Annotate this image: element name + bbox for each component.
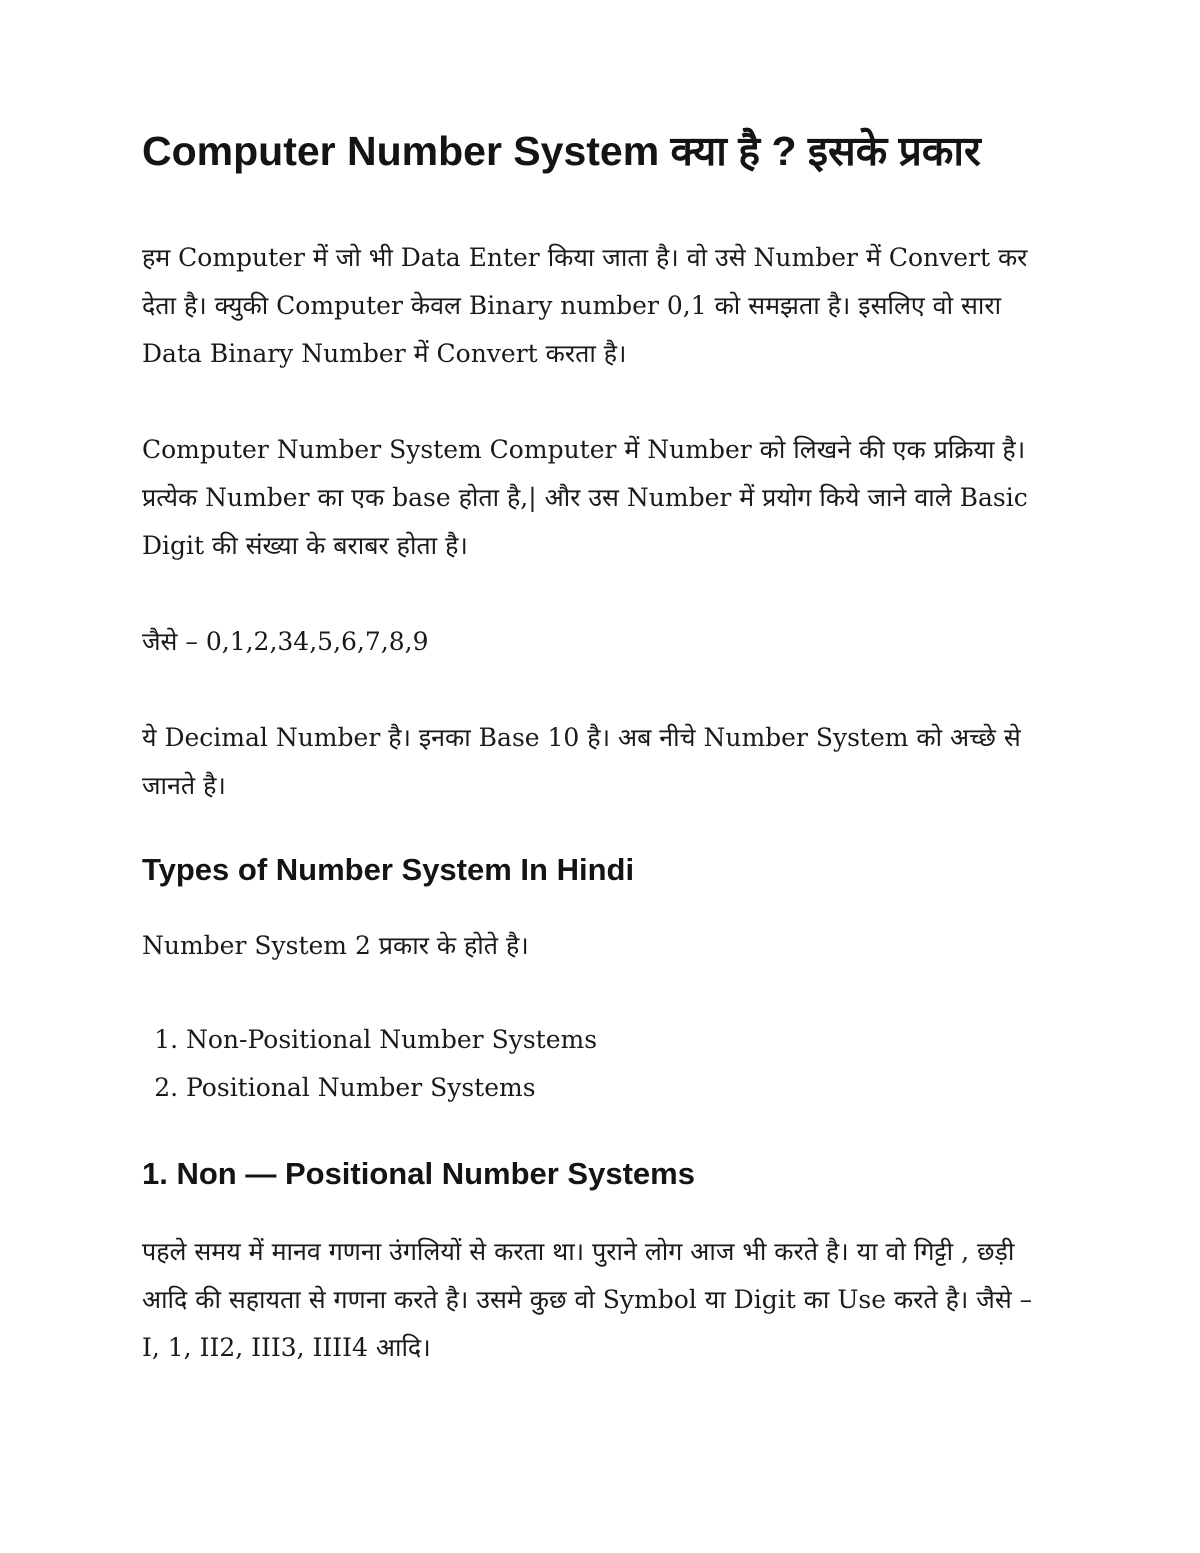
types-list bbox=[142, 1016, 1050, 1112]
page-title: Computer Number System क्या है ? इसके प्रकार bbox=[142, 128, 981, 174]
intro-paragraph: हम Computer में जो भी Data Enter किया जाता है। वो उसे Number में Convert कर देता है। क्युकी Computer केवल Binary number 0,1 को समझता है। इसलिए वो सारा Data Binary Number में Convert करता है। bbox=[142, 243, 1028, 368]
types-intro-paragraph: Number System 2 प्रकार के होते है। bbox=[142, 931, 529, 960]
definition-paragraph: Computer Number System Computer में Number को लिखने की एक प्रक्रिया है। प्रत्येक Number का एक base होता है,| और उस Number में प्रयोग किये जाने वाले Basic Digit की संख्या के बराबर होता है। bbox=[142, 435, 1028, 560]
example-paragraph: जैसे – 0,1,2,34,5,6,7,8,9 bbox=[142, 627, 429, 656]
types-heading: Types of Number System In Hindi bbox=[142, 852, 635, 887]
decimal-paragraph: ये Decimal Number है। इनका Base 10 है। अब नीचे Number System को अच्छे से जानते है। bbox=[142, 723, 1021, 800]
non-positional-paragraph: पहले समय में मानव गणना उंगलियों से करता था। पुराने लोग आज भी करते है। या वो गिट्टी , छड़ी आदि की सहायता से गणना करते है। उसमे कुछ वो Symbol या Digit का Use करते है। जैसे – I, 1, II2, III3, IIII4 आदि। bbox=[142, 1237, 1033, 1362]
list-item: 1. Non-Positional Number Systems bbox=[186, 1016, 1050, 1064]
list-item: 2. Positional Number Systems bbox=[186, 1064, 1050, 1112]
non-positional-heading: 1. Non — Positional Number Systems bbox=[142, 1156, 695, 1191]
